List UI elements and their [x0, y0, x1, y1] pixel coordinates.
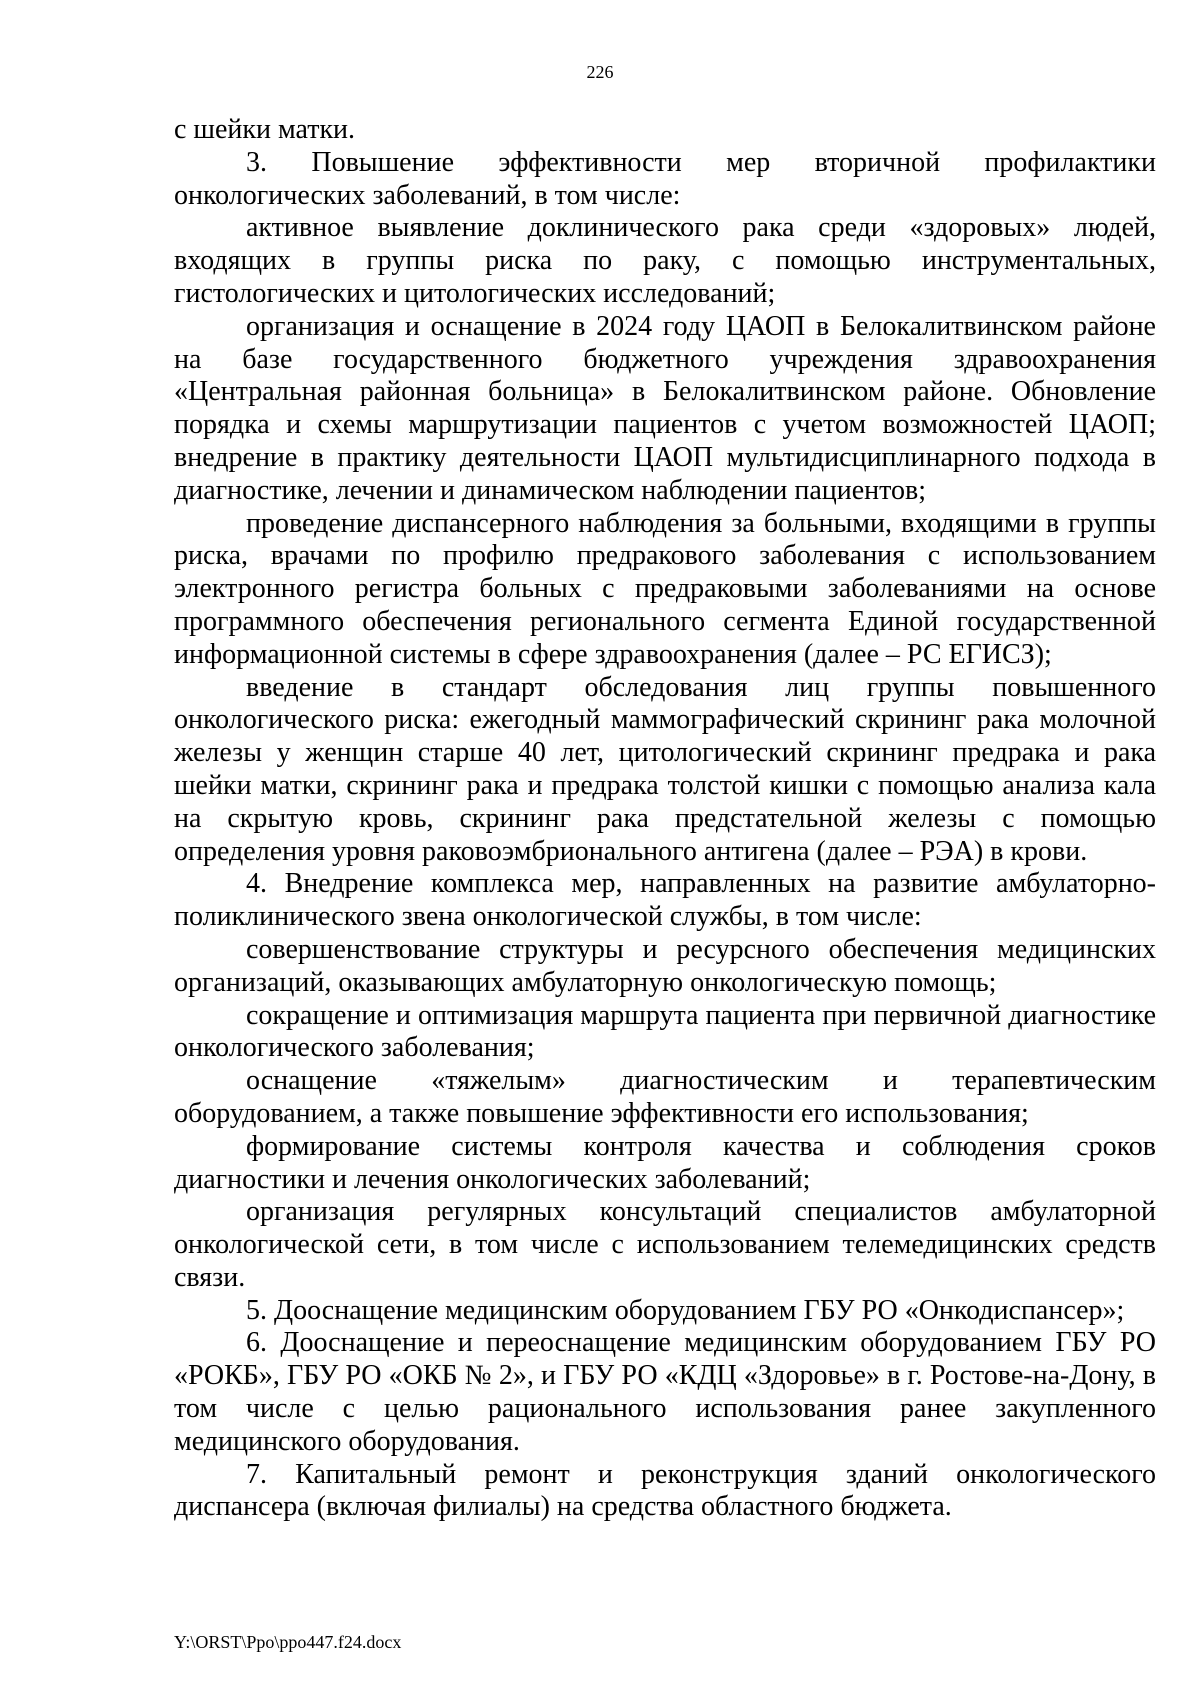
paragraph-item-4: 4. Внедрение комплекса мер, направленных на развитие амбулаторно-поликлинического звена онкологической службы, в том числе:: [174, 868, 1156, 933]
paragraph-structure-improvement: совершенствование структуры и ресурсного обеспечения медицинских организаций, оказывающих амбулаторную онкологическую помощь;: [174, 933, 1156, 998]
paragraph-item-6: 6. Дооснащение и переоснащение медицинским оборудованием ГБУ РО «РОКБ», ГБУ РО «ОКБ № 2», и ГБУ РО «КДЦ «Здоровье» в г. Ростове-на-Дону, в том числе с целью рационального использования ранее закупленного медицинского оборудования.: [174, 1327, 1156, 1457]
paragraph-route-optimization: сокращение и оптимизация маршрута пациента при первичной диагностике онкологического заболевания;: [174, 999, 1156, 1064]
paragraph-item-7: 7. Капитальный ремонт и реконструкция зданий онкологического диспансера (включая филиалы) на средства областного бюджета.: [174, 1458, 1156, 1523]
paragraph-item-5: 5. Дооснащение медицинским оборудованием ГБУ РО «Онкодиспансер»;: [246, 1294, 1125, 1326]
paragraph-continuation: с шейки матки.: [174, 114, 356, 145]
paragraph-consultations: организация регулярных консультаций специалистов амбулаторной онкологической сети, в том числе с использованием телемедицинских средств связи.: [174, 1196, 1156, 1293]
paragraph-heavy-equipment: оснащение «тяжелым» диагностическим и терапевтическим оборудованием, а также повышение эффективности его использования;: [174, 1065, 1156, 1129]
file-path-footer: Y:\ORST\Ppo\ppo447.f24.docx: [174, 1632, 402, 1652]
paragraph-active-detection: активное выявление доклинического рака среди «здоровых» людей, входящих в группы риска по раку, с помощью инструментальных, гистологических и цитологических исследований;: [174, 212, 1156, 309]
paragraph-quality-control: формирование системы контроля качества и соблюдения сроков диагностики и лечения онкологических заболеваний;: [174, 1130, 1156, 1195]
paragraph-screening-standard: введение в стандарт обследования лиц группы повышенного онкологического риска: ежегодный маммографический скрининг рака молочной железы у женщин старше 40 лет, цитологический скрининг предрака и рака шейки матки, скрининг рака и предрака толстой кишки с помощью анализа кала на скрытую кровь, скрининг рака предстательной железы с помощью определения уровня раковоэмбрионального антигена (далее – РЭА) в крови.: [174, 671, 1156, 867]
page-number: 226: [586, 62, 614, 82]
paragraph-item-3: 3. Повышение эффективности мер вторичной профилактики онкологических заболеваний, в том числе:: [174, 146, 1156, 211]
document-body: [174, 114, 1156, 1524]
paragraph-dispensary-observation: проведение диспансерного наблюдения за больными, входящими в группы риска, врачами по профилю предракового заболевания с использованием электронного регистра больных с предраковыми заболеваниями на основе программного обеспечения регионального сегмента Единой государственной информационной системы в сфере здравоохранения (далее – РС ЕГИСЗ);: [174, 507, 1156, 670]
paragraph-caop-organization: организация и оснащение в 2024 году ЦАОП в Белокалитвинском районе на базе государственного бюджетного учреждения здравоохранения «Центральная районная больница» в Белокалитвинском районе. Обновление порядка и схемы маршрутизации пациентов с учетом возможностей ЦАОП; внедрение в практику деятельности ЦАОП мультидисциплинарного подхода в диагностике, лечении и динамическом наблюдении пациентов;: [174, 310, 1156, 506]
